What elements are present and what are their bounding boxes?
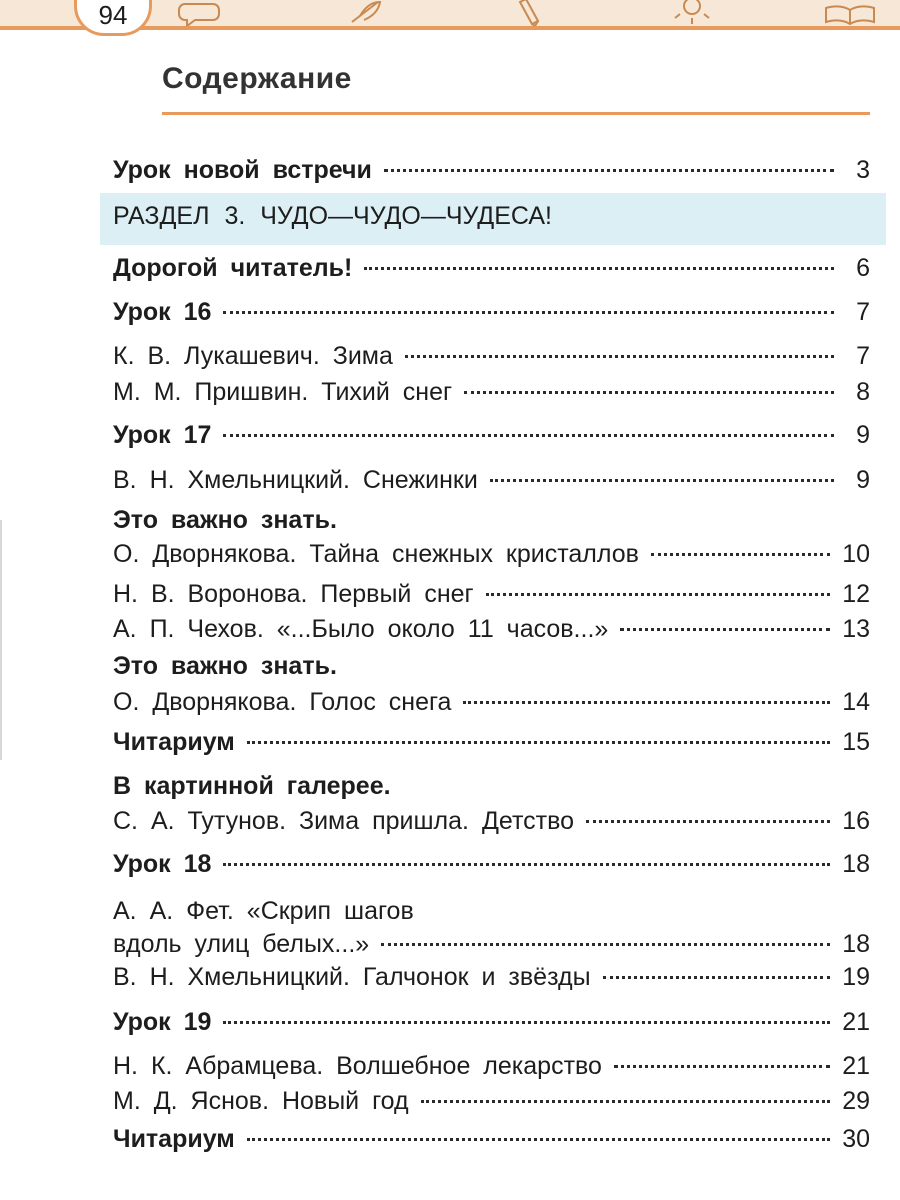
- toc-entry-page: 29: [842, 1087, 870, 1115]
- toc-entry[interactable]: [113, 850, 870, 884]
- toc-leader-dots: [381, 943, 830, 946]
- toc-leader-dots: [223, 311, 834, 314]
- toc-entry[interactable]: [113, 615, 870, 649]
- toc-entry-title: Читариум: [113, 728, 235, 756]
- toc-entry-title: Н. К. Абрамцева. Волшебное лекарство: [113, 1052, 602, 1080]
- toc-entry[interactable]: [113, 342, 870, 376]
- toc-leader-dots: [464, 391, 834, 394]
- toc-entry-title: Дорогой читатель!: [113, 254, 353, 282]
- toc-entry-title: А. П. Чехов. «...Было около 11 часов...»: [113, 615, 609, 643]
- toc-entry[interactable]: [113, 378, 870, 412]
- toc-leader-dots: [384, 169, 834, 172]
- toc-entry-page: 19: [842, 963, 870, 991]
- sun-icon: [675, 0, 709, 24]
- toc-entry-page: 18: [842, 850, 870, 878]
- toc-entry-title: Читариум: [113, 1125, 235, 1153]
- toc-entry-title: Урок 16: [113, 298, 212, 326]
- toc-entry-page: 9: [856, 421, 870, 449]
- toc-entry-page: 7: [856, 298, 870, 326]
- toc-leader-dots: [463, 701, 830, 704]
- toc-entry-title: О. Дворнякова. Голос снега: [113, 688, 452, 716]
- toc-entry-title: вдоль улиц белых...»: [113, 930, 370, 958]
- toc-entry[interactable]: [113, 1087, 870, 1121]
- toc-entry-page: 8: [856, 378, 870, 406]
- toc-leader-dots: [247, 741, 830, 744]
- toc-entry-title: Урок новой встречи: [113, 156, 372, 184]
- toc-leader-dots: [421, 1100, 831, 1103]
- toc-entry-title: М. М. Пришвин. Тихий снег: [113, 378, 453, 406]
- toc-entry[interactable]: [113, 298, 870, 332]
- toc-entry-page: 30: [842, 1125, 870, 1153]
- toc-entry[interactable]: [113, 807, 870, 841]
- toc-entry-title: М. Д. Яснов. Новый год: [113, 1087, 409, 1115]
- toc-entry-title: В. Н. Хмельницкий. Галчонок и звёзды: [113, 963, 591, 991]
- book-icon: [826, 6, 874, 24]
- toc-leader-dots: [223, 863, 830, 866]
- toc-leader-dots: [486, 593, 831, 596]
- toc-leader-dots: [490, 479, 834, 482]
- toc-entry[interactable]: [113, 963, 870, 997]
- toc-entry-title: С. А. Тутунов. Зима пришла. Детство: [113, 807, 574, 835]
- toc-entry-title: О. Дворнякова. Тайна снежных кристаллов: [113, 540, 639, 568]
- toc-entry-page: 12: [842, 580, 870, 608]
- toc-entry[interactable]: [113, 1052, 870, 1086]
- toc-entry[interactable]: [113, 156, 870, 190]
- toc-entry[interactable]: [113, 466, 870, 500]
- toc-leader-dots: [586, 820, 830, 823]
- toc-entry-title: К. В. Лукашевич. Зима: [113, 342, 393, 370]
- toc-subheading: Это важно знать.: [113, 506, 337, 534]
- toc-entry-page: 6: [856, 254, 870, 282]
- toc-entry-title-line1: А. А. Фет. «Скрип шагов: [113, 897, 414, 925]
- toc-entry[interactable]: [113, 688, 870, 722]
- toc-leader-dots: [614, 1065, 830, 1068]
- toc-subheading: Это важно знать.: [113, 652, 337, 680]
- toc-entry[interactable]: [113, 930, 870, 964]
- feather-icon: [352, 2, 380, 22]
- toc-leader-dots: [651, 553, 830, 556]
- toc-subheading: В картинной галерее.: [113, 772, 391, 800]
- toc-entry-page: 10: [842, 540, 870, 568]
- toc-entry[interactable]: [113, 1125, 870, 1159]
- toc-entry-title: В. Н. Хмельницкий. Снежинки: [113, 466, 478, 494]
- toc-leader-dots: [405, 355, 834, 358]
- toc-leader-dots: [364, 267, 834, 270]
- toc-entry[interactable]: [113, 1008, 870, 1042]
- toc-entry-page: 16: [842, 807, 870, 835]
- page-title: Содержание: [162, 62, 352, 95]
- toc-entry-page: 21: [842, 1052, 870, 1080]
- pencil-icon: [520, 0, 538, 26]
- section-title: РАЗДЕЛ 3. ЧУДО—ЧУДО—ЧУДЕСА!: [113, 202, 552, 230]
- toc-entry[interactable]: [113, 421, 870, 455]
- speech-bubble-icon: [179, 4, 219, 26]
- page-edge-line: [0, 520, 2, 760]
- toc-leader-dots: [223, 1021, 830, 1024]
- toc-entry[interactable]: [113, 254, 870, 288]
- toc-entry-page: 14: [842, 688, 870, 716]
- toc-entry-page: 21: [842, 1008, 870, 1036]
- toc-entry-page: 18: [842, 930, 870, 958]
- toc-entry[interactable]: [113, 580, 870, 614]
- toc-entry-page: 9: [856, 466, 870, 494]
- title-divider: [162, 112, 870, 115]
- toc-entry[interactable]: [113, 728, 870, 762]
- toc-leader-dots: [620, 628, 830, 631]
- toc-entry-title: Н. В. Воронова. Первый снег: [113, 580, 474, 608]
- toc-entry-page: 13: [842, 615, 870, 643]
- toc-entry-title: Урок 17: [113, 421, 212, 449]
- toc-entry-page: 3: [856, 156, 870, 184]
- toc-entry-title: Урок 19: [113, 1008, 212, 1036]
- toc-leader-dots: [603, 976, 831, 979]
- toc-entry-title: Урок 18: [113, 850, 212, 878]
- toc-leader-dots: [247, 1138, 830, 1141]
- toc-leader-dots: [223, 434, 834, 437]
- toc-entry-page: 7: [856, 342, 870, 370]
- toc-entry-page: 15: [842, 728, 870, 756]
- toc-entry[interactable]: [113, 540, 870, 574]
- page-number: 94: [74, 0, 152, 36]
